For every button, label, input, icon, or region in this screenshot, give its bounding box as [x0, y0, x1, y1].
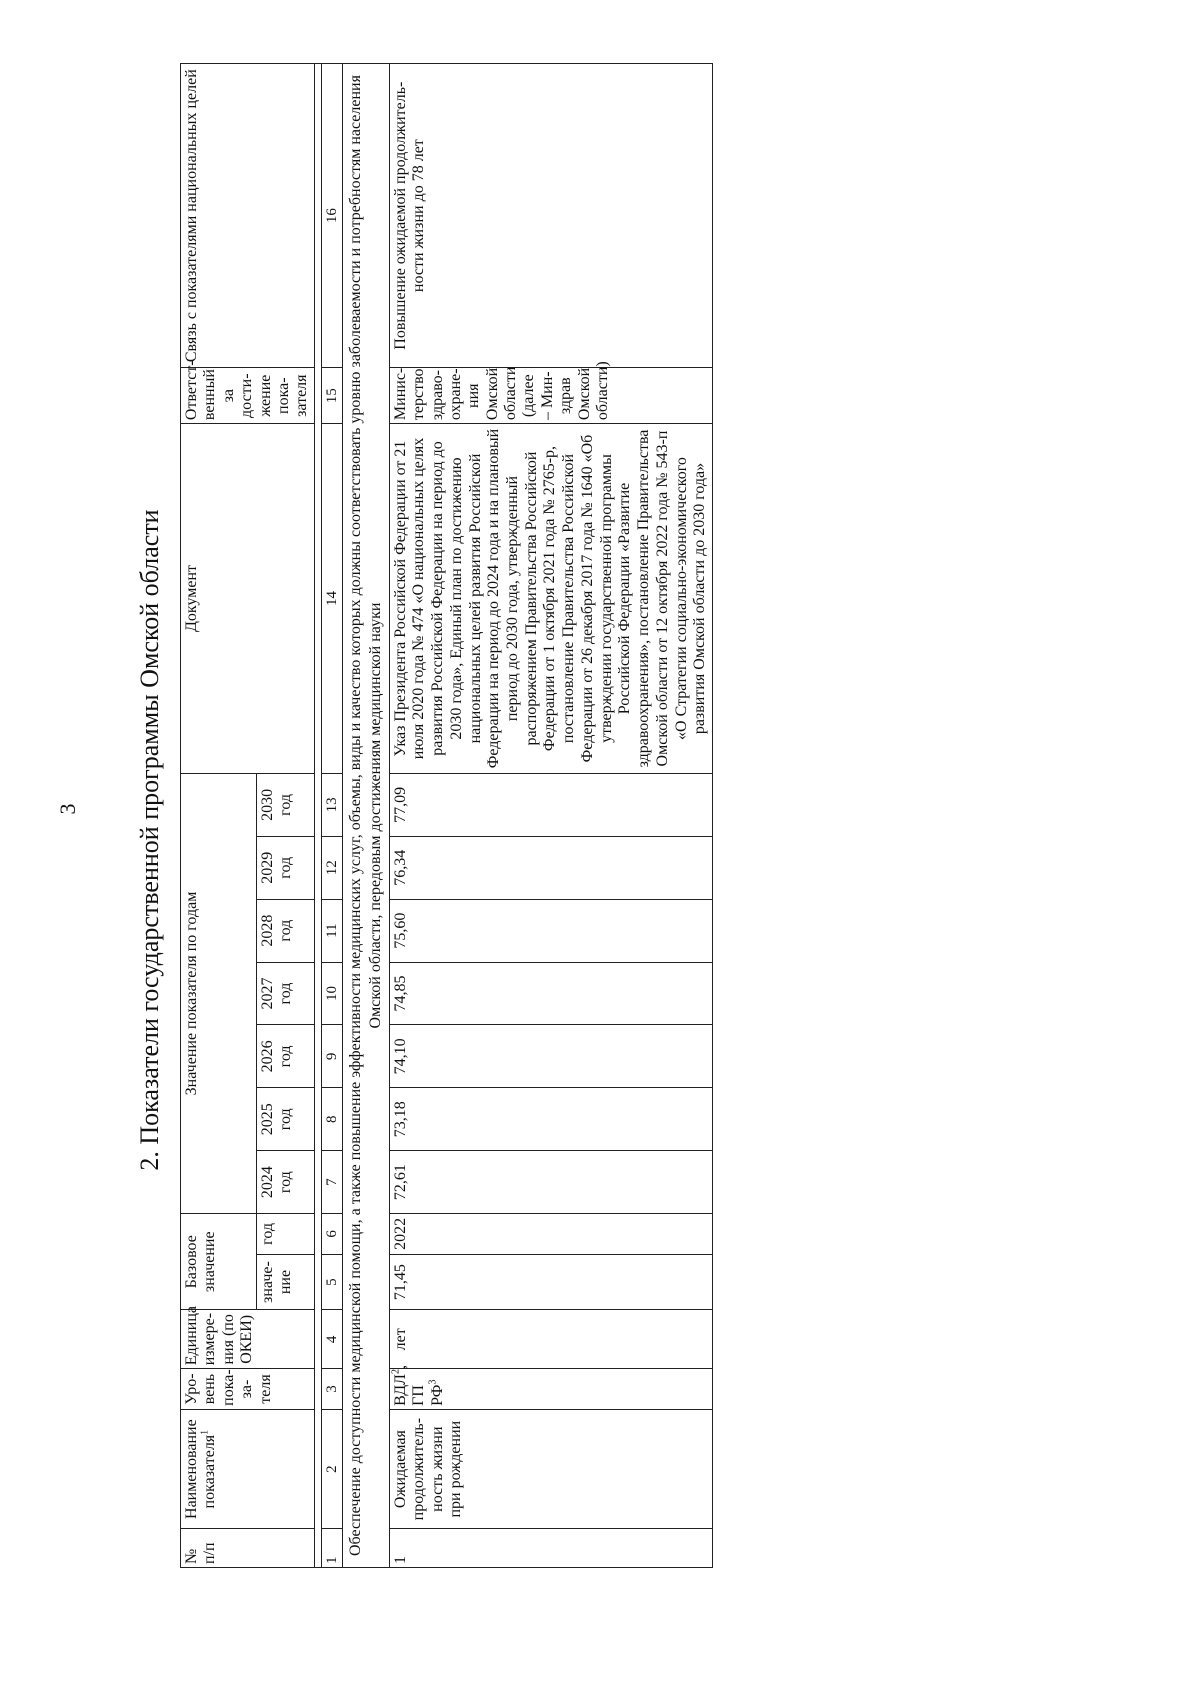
- indicators-table: [180, 63, 713, 1568]
- column-number: 1: [321, 1529, 342, 1568]
- column-number: 14: [321, 424, 342, 774]
- row-base-value: 71,45: [389, 1254, 712, 1310]
- header-link: Связь с показателями национальных целей: [181, 64, 315, 368]
- header-year-2024: 2024 год: [256, 1151, 314, 1214]
- header-year-2029: 2029 год: [256, 836, 314, 899]
- row-link: Повышение ожидаемой продолжитель-ности жизни до 78 лет: [389, 64, 712, 368]
- row-num: 1: [389, 1529, 712, 1568]
- header-year-2030: 2030 год: [256, 773, 314, 836]
- column-number: 5: [321, 1254, 342, 1310]
- header-name-text: Наименование показателя: [183, 1419, 219, 1519]
- column-number: 3: [321, 1369, 342, 1410]
- separator-cell: [314, 64, 321, 1568]
- column-number-row: [321, 64, 342, 1568]
- header-level: Уро-вень пока-за-теля: [181, 1369, 315, 1410]
- column-number: 2: [321, 1409, 342, 1529]
- header-name-footnote: 1: [200, 1429, 212, 1435]
- header-responsible: Ответст-венный за дости-жение пока-зателя: [181, 368, 315, 424]
- row-level-a-footnote: 2: [390, 1368, 402, 1374]
- column-number: 4: [321, 1310, 342, 1369]
- header-unit: Единица измере-ния (по ОКЕИ): [181, 1310, 315, 1369]
- indicators-table-container: [180, 63, 1050, 1568]
- column-number: 6: [321, 1214, 342, 1255]
- header-row: [181, 64, 257, 1568]
- row-value-2027: 74,85: [389, 962, 712, 1025]
- row-value-2029: 76,34: [389, 836, 712, 899]
- header-num: № п/п: [181, 1529, 315, 1568]
- column-number: 13: [321, 773, 342, 836]
- column-number: 10: [321, 962, 342, 1025]
- row-level-b: , ГП РФ: [391, 1364, 446, 1406]
- column-number: 16: [321, 64, 342, 368]
- row-name: Ожидаемая продолжитель-ность жизни при рождении: [389, 1409, 712, 1529]
- table-row: [389, 64, 712, 1568]
- page-number: 3: [55, 803, 80, 815]
- row-value-2030: 77,09: [389, 773, 712, 836]
- row-document: Указ Президента Российской Федерации от 21 июля 2020 года № 474 «О национальных целях развития Российской Федерации на период до 2030 года», Единый план по достижению национальных целей развития Российской Федерации на период до 2024 года и на плановый период до 2030 года, утвержденный распоряжением Правительства Российской Федерации от 1 октября 2021 года № 2765-р, постановление Правительства Российской Федерации от 26 декабря 2017 года № 1640 «Об утверждении государственной программы Российской Федерации «Развитие здравоохранения», постановление Правительства Омской области от 12 октября 2022 года № 543-п «О Стратегии социально-экономического развития Омской области до 2030 года»: [389, 424, 712, 774]
- header-base: Базовое значение: [181, 1214, 257, 1310]
- header-year-2027: 2027 год: [256, 962, 314, 1025]
- group-title: Обеспечение доступности медицинской помощи, а также повышение эффективности медицинских услуг, объемы, виды и качество которых должны соответствовать уровню заболеваемости и потребностям населения Омской области, передовым достижениям медицинской науки: [342, 64, 389, 1568]
- row-value-2026: 74,10: [389, 1025, 712, 1088]
- column-number: 11: [321, 899, 342, 962]
- header-year-2025: 2025 год: [256, 1088, 314, 1151]
- row-level: [389, 1364, 712, 1410]
- header-year-2028: 2028 год: [256, 899, 314, 962]
- header-years-group: Значение показателя по годам: [181, 773, 257, 1213]
- row-value-2025: 73,18: [389, 1088, 712, 1151]
- row-value-2028: 75,60: [389, 899, 712, 962]
- row-level-a: ВДЛ: [391, 1373, 409, 1406]
- row-value-2024: 72,61: [389, 1151, 712, 1214]
- header-document: Документ: [181, 424, 315, 774]
- row-base-year: 2022: [389, 1214, 712, 1255]
- row-level-b-footnote: 3: [427, 1379, 439, 1385]
- column-number: 12: [321, 836, 342, 899]
- column-number: 7: [321, 1151, 342, 1214]
- row-responsible: Минис-терство здраво-охране-ния Омской области (далее – Мин-здрав Омской области): [389, 368, 712, 424]
- group-row: [342, 64, 389, 1568]
- header-base-year: год: [256, 1214, 314, 1255]
- header-year-2026: 2026 год: [256, 1025, 314, 1088]
- separator-row: [314, 64, 321, 1568]
- section-title: 2. Показатели государственной программы Омской области: [135, 509, 164, 1171]
- row-unit: лет: [389, 1310, 712, 1369]
- column-number: 9: [321, 1025, 342, 1088]
- header-name: [181, 1409, 315, 1529]
- column-number: 8: [321, 1088, 342, 1151]
- column-number: 15: [321, 368, 342, 424]
- header-base-value: значе-ние: [256, 1254, 314, 1310]
